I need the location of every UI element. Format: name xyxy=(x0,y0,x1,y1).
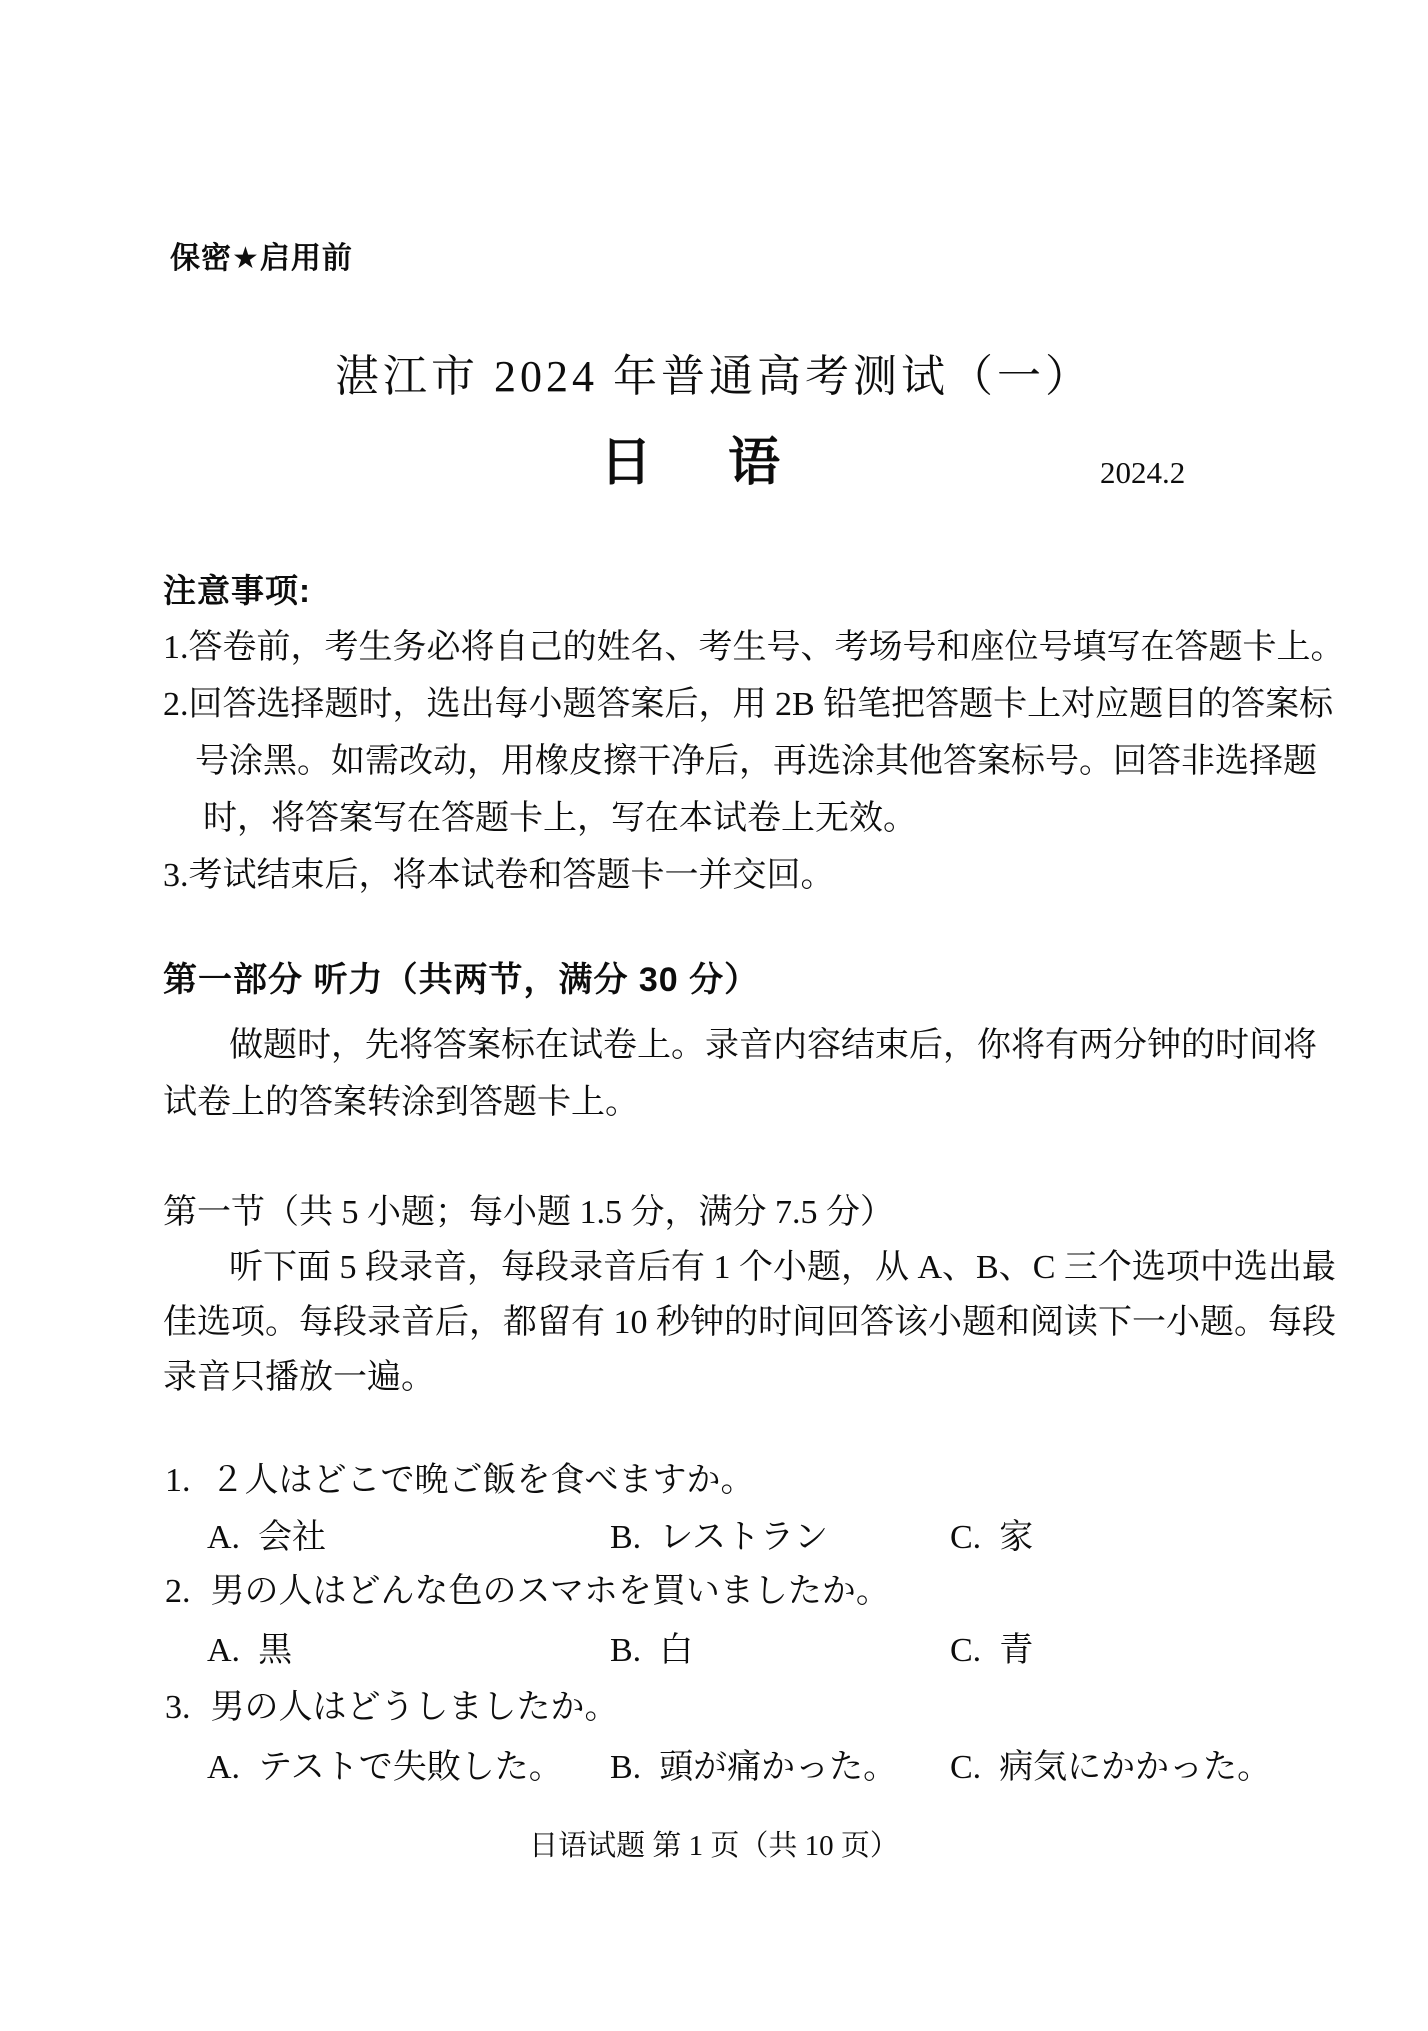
question-text: ２人はどこで晩ご飯を食べますか。 xyxy=(210,1462,755,1499)
option-label: A. xyxy=(207,1749,241,1786)
section1-intro-line: 听下面 5 段录音，每段录音后有 1 个小题，从 A、B、C 三个选项中选出最 xyxy=(229,1249,1336,1286)
question-3 xyxy=(165,1688,619,1727)
notes-line: 时，将答案写在答题卡上，写在本试卷上无效。 xyxy=(203,800,917,837)
subject-title: 日 语 xyxy=(600,435,793,492)
question-1-option-c xyxy=(950,1518,1033,1557)
question-1-option-a xyxy=(207,1518,326,1557)
question-number: 3. xyxy=(165,1689,191,1726)
option-label: A. xyxy=(207,1632,241,1669)
question-text: 男の人はどんな色のスマホを買いましたか。 xyxy=(210,1573,890,1610)
question-1-option-b xyxy=(610,1518,828,1557)
notes-line: 号涂黑。如需改动，用橡皮擦干净后，再选涂其他答案标号。回答非选择题 xyxy=(195,743,1317,780)
question-2-option-b xyxy=(610,1631,693,1670)
option-text: 会社 xyxy=(258,1519,327,1556)
question-2-option-a xyxy=(207,1631,292,1670)
option-label: C. xyxy=(950,1519,982,1556)
option-label: B. xyxy=(610,1632,642,1669)
page-footer: 日语试题 第 1 页（共 10 页） xyxy=(529,1830,899,1862)
option-text: レストラン xyxy=(659,1519,829,1556)
question-3-option-b xyxy=(610,1748,897,1787)
option-label: C. xyxy=(950,1749,982,1786)
question-text: 男の人はどうしましたか。 xyxy=(210,1689,619,1726)
question-3-option-c xyxy=(950,1748,1271,1787)
section1-intro-line: 录音只播放一遍。 xyxy=(163,1359,435,1396)
question-number: 1. xyxy=(165,1462,191,1499)
option-text: 黒 xyxy=(258,1632,293,1669)
question-2-option-c xyxy=(950,1631,1033,1670)
question-3-option-a xyxy=(207,1748,563,1787)
option-text: 病気にかかった。 xyxy=(999,1749,1272,1786)
option-text: 白 xyxy=(659,1632,694,1669)
part1-intro-line: 试卷上的答案转涂到答题卡上。 xyxy=(163,1084,639,1121)
question-1 xyxy=(165,1461,755,1500)
notes-line: 2.回答选择题时，选出每小题答案后，用 2B 铅笔把答题卡上对应题目的答案标 xyxy=(163,686,1334,723)
section1-heading: 第一节（共 5 小题；每小题 1.5 分，满分 7.5 分） xyxy=(163,1194,894,1231)
part1-heading: 第一部分 听力（共两节，满分 30 分） xyxy=(163,961,760,999)
option-text: 頭が痛かった。 xyxy=(659,1749,898,1786)
option-label: B. xyxy=(610,1749,642,1786)
notes-heading: 注意事项: xyxy=(163,572,311,609)
question-2 xyxy=(165,1572,890,1611)
security-notice: 保密★启用前 xyxy=(170,242,353,275)
part1-intro-line: 做题时，先将答案标在试卷上。录音内容结束后，你将有两分钟的时间将 xyxy=(229,1027,1317,1064)
exam-date: 2024.2 xyxy=(1100,455,1186,490)
section1-intro-line: 佳选项。每段录音后，都留有 10 秒钟的时间回答该小题和阅读下一小题。每段 xyxy=(163,1304,1336,1341)
page-title: 湛江市 2024 年普通高考测试（一） xyxy=(335,352,1093,401)
notes-line: 3.考试结束后，将本试卷和答题卡一并交回。 xyxy=(163,857,835,894)
option-label: B. xyxy=(610,1519,642,1556)
option-label: A. xyxy=(207,1519,241,1556)
option-text: テストで失敗した。 xyxy=(258,1749,563,1786)
option-label: C. xyxy=(950,1632,982,1669)
option-text: 青 xyxy=(999,1632,1034,1669)
question-number: 2. xyxy=(165,1573,191,1610)
option-text: 家 xyxy=(999,1519,1034,1556)
notes-line: 1.答卷前，考生务必将自己的姓名、考生号、考场号和座位号填写在答题卡上。 xyxy=(163,629,1345,666)
